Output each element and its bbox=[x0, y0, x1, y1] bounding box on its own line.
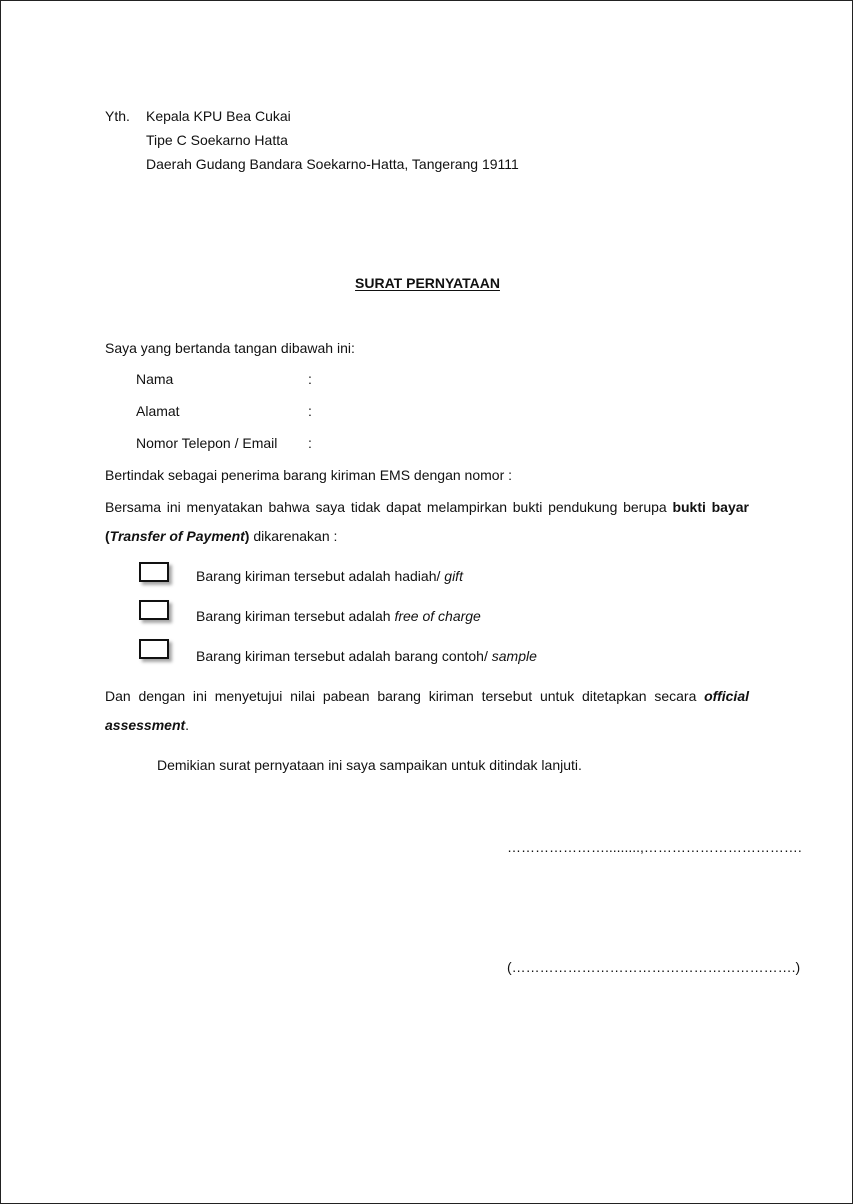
declaration-text: Bersama ini menyatakan bahwa saya tidak dapat melampirkan bukti pendukung berupa bbox=[105, 499, 673, 515]
declaration-paren-open: ( bbox=[105, 528, 110, 544]
closing-statement: Demikian surat pernyataan ini saya sampaikan untuk ditindak lanjuti. bbox=[157, 757, 582, 773]
recipient-prefix: Yth. bbox=[105, 108, 130, 124]
checkbox-gift[interactable] bbox=[139, 562, 169, 582]
declaration-because: dikarenakan : bbox=[249, 528, 338, 544]
option-gift bbox=[196, 567, 463, 585]
declaration-line-1 bbox=[105, 498, 749, 516]
field-label-nama: Nama bbox=[136, 371, 174, 387]
option-sample bbox=[196, 647, 537, 665]
signature-line: (…………………………………………………….) bbox=[507, 959, 801, 975]
agreement-official: official bbox=[704, 688, 749, 704]
field-colon-alamat: : bbox=[308, 403, 312, 419]
option-free-italic: free of charge bbox=[394, 608, 481, 624]
field-label-telepon: Nomor Telepon / Email bbox=[136, 435, 278, 451]
declaration-transfer-of-payment: Transfer of Payment bbox=[109, 528, 245, 544]
option-gift-text: Barang kiriman tersebut adalah hadiah/ bbox=[196, 568, 445, 584]
option-free-of-charge bbox=[196, 607, 481, 625]
declaration-paren-close: ) bbox=[244, 528, 250, 544]
field-colon-telepon: : bbox=[308, 435, 312, 451]
recipient-line-2: Tipe C Soekarno Hatta bbox=[146, 132, 288, 148]
place-date-line: ………………….........,……………………………. bbox=[507, 839, 802, 855]
recipient-line-1: Kepala KPU Bea Cukai bbox=[146, 108, 291, 124]
agreement-assessment: assessment bbox=[105, 717, 186, 733]
agreement-line-1 bbox=[105, 687, 749, 705]
intro-text: Saya yang bertanda tangan dibawah ini: bbox=[105, 340, 355, 356]
agreement-line-2 bbox=[105, 716, 189, 734]
option-sample-text: Barang kiriman tersebut adalah barang contoh/ bbox=[196, 648, 492, 664]
declaration-bold: bukti bayar bbox=[672, 499, 749, 515]
agreement-period: . bbox=[185, 717, 190, 733]
recipient-line-3: Daerah Gudang Bandara Soekarno-Hatta, Tangerang 19111 bbox=[146, 156, 519, 172]
role-statement: Bertindak sebagai penerima barang kiriman EMS dengan nomor : bbox=[105, 467, 513, 483]
agreement-text: Dan dengan ini menyetujui nilai pabean barang kiriman tersebut untuk ditetapkan secara bbox=[105, 688, 705, 704]
document-title: SURAT PERNYATAAN bbox=[355, 275, 500, 291]
option-free-text: Barang kiriman tersebut adalah bbox=[196, 608, 395, 624]
checkbox-sample[interactable] bbox=[139, 639, 169, 659]
field-colon-nama: : bbox=[308, 371, 312, 387]
field-label-alamat: Alamat bbox=[136, 403, 180, 419]
declaration-line-2 bbox=[105, 527, 337, 545]
option-sample-italic: sample bbox=[491, 648, 537, 664]
checkbox-free-of-charge[interactable] bbox=[139, 600, 169, 620]
option-gift-italic: gift bbox=[444, 568, 463, 584]
